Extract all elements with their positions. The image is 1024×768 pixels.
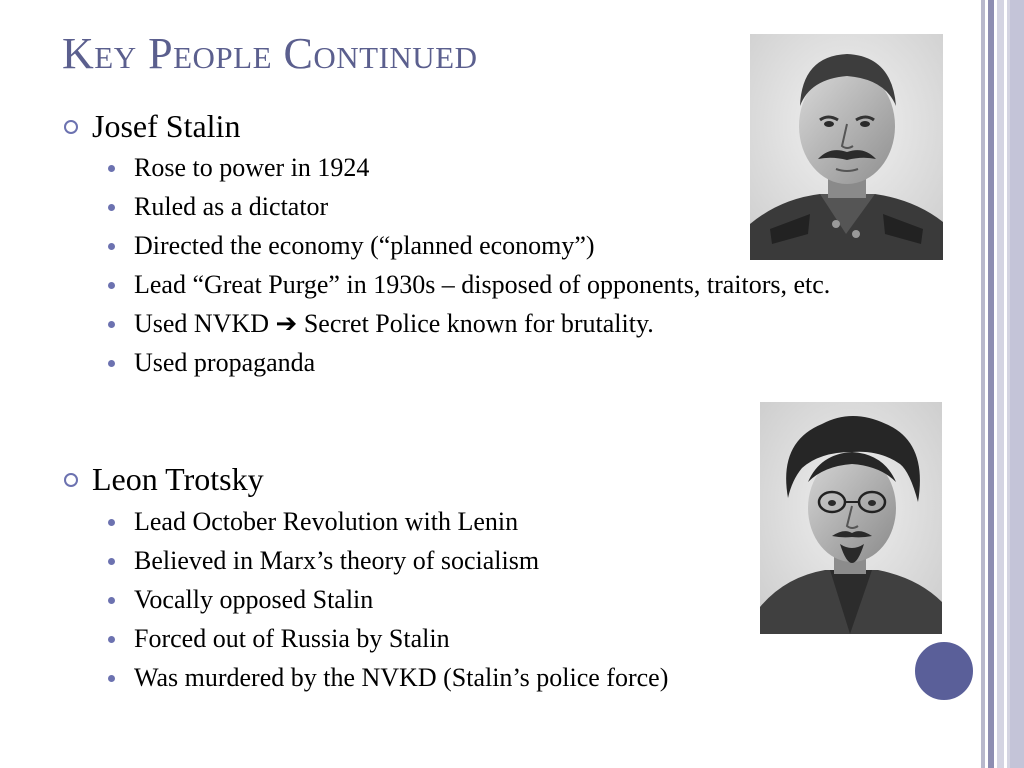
dot-bullet-icon [108,360,115,367]
list-item-text: Ruled as a dictator [134,192,329,221]
list-item [106,662,894,693]
list-item-text: Used NVKD ➔ Secret Police known for brutality. [134,309,654,338]
dot-bullet-icon [108,165,115,172]
dot-bullet-icon [108,243,115,250]
section-heading-text: Leon Trotsky [92,461,264,497]
list-item-text: Was murdered by the NVKD (Stalin’s police force) [134,663,669,692]
decorative-stripe [1004,0,1007,768]
decorative-stripe [1010,0,1024,768]
list-item [106,308,894,339]
dot-bullet-icon [108,519,115,526]
ring-bullet-icon [64,473,78,487]
list-item-text: Believed in Marx’s theory of socialism [134,546,540,575]
list-item [106,347,894,378]
list-item-text: Rose to power in 1924 [134,153,370,182]
list-item-text: Lead “Great Purge” in 1930s – disposed of opponents, traitors, etc. [134,270,831,299]
list-item-text: Vocally opposed Stalin [134,585,374,614]
ring-bullet-icon [64,120,78,134]
accent-circle [912,639,976,703]
stalin-portrait-drawing [750,34,943,260]
list-item [106,269,894,300]
dot-bullet-icon [108,675,115,682]
stalin-portrait-image [750,34,943,260]
dot-bullet-icon [108,321,115,328]
trotsky-portrait-drawing [760,402,942,634]
list-item-text: Lead October Revolution with Lenin [134,507,519,536]
list-item-text: Used propaganda [134,348,316,377]
dot-bullet-icon [108,204,115,211]
dot-bullet-icon [108,597,115,604]
dot-bullet-icon [108,558,115,565]
dot-bullet-icon [108,282,115,289]
trotsky-portrait-image [760,402,942,634]
list-item-text: Forced out of Russia by Stalin [134,624,450,653]
dot-bullet-icon [108,636,115,643]
section-heading-text: Josef Stalin [92,108,241,144]
slide-title: Key People Continued [62,29,478,78]
list-item-text: Directed the economy (“planned economy”) [134,231,595,260]
